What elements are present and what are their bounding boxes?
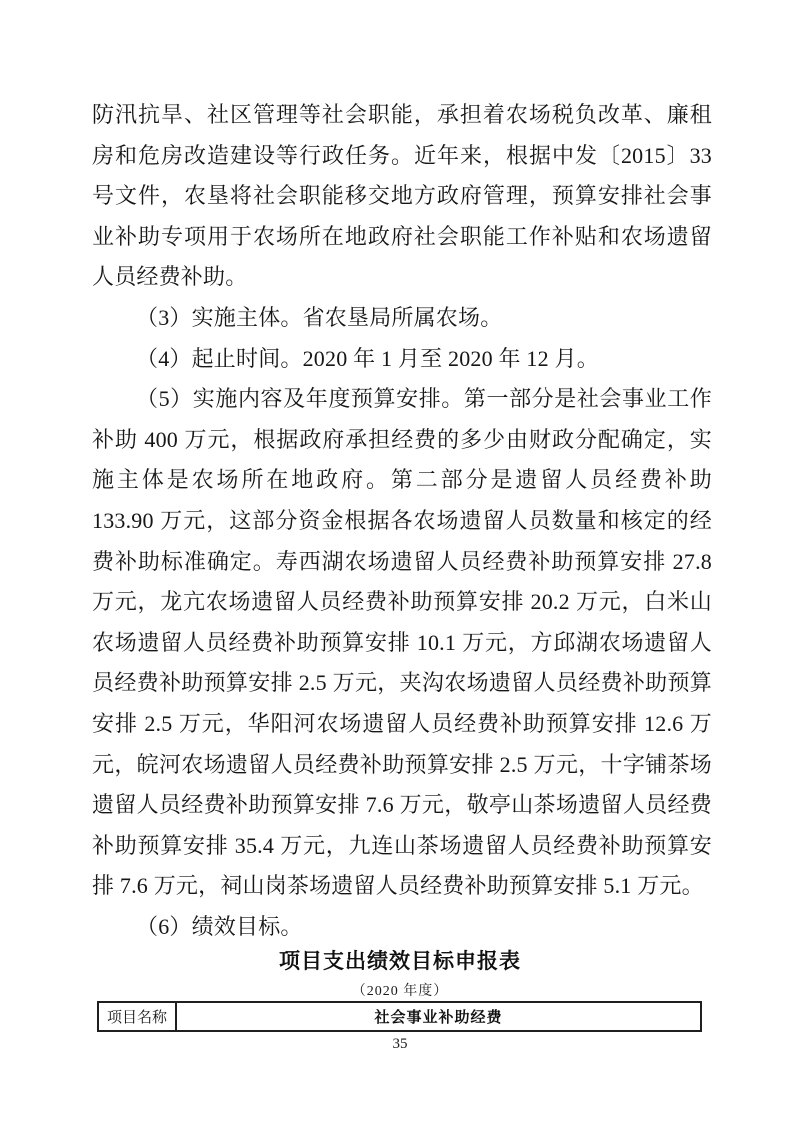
paragraph-item-5: （5）实施内容及年度预算安排。第一部分是社会事业工作补助 400 万元，根据政府承担经费的多少由财政分配确定，实施主体是农场所在地政府。第二部分是遗留人员经费补助 133.90 万元，这部分资金根据各农场遗留人员数量和核定的经费补助标准确定。寿西湖农场遗留人员经费补助预算安排 27.8 万元，龙亢农场遗留人员经费补助预算安排 20.2 万元，白米山农场遗留人员经费补助预算安排 10.1 万元，方邱湖农场遗留人员经费补助预算安排 2.5 万元，夹沟农场遗留人员经费补助预算安排 2.5 万元，华阳河农场遗留人员经费补助预算安排 12.6 万元，皖河农场遗留人员经费补助预算安排 2.5 万元，十字铺茶场遗留人员经费补助预算安排 7.6 万元，敬亭山茶场遗留人员经费补助预算安排 35.4 万元，九连山茶场遗留人员经费补助预算安排 7.6 万元，祠山岗茶场遗留人员经费补助预算安排 5.1 万元。 [92,386,712,899]
table-cell-project-name-value: 社会事业补助经费 [176,1002,701,1031]
report-table-subtitle: （2020 年度） [351,984,449,999]
paragraph-item-3: （3）实施主体。省农垦局所属农场。 [136,304,503,330]
document-body [92,95,712,947]
paragraph-continuation: 防汛抗旱、社区管理等社会职能，承担着农场税负改革、廉租房和危房改造建设等行政任务。近年来，根据中发〔2015〕33 号文件，农垦将社会职能移交地方政府管理，预算安排社会事业补助专项用于农场所在地政府社会职能工作补贴和农场遗留人员经费补助。 [92,102,712,290]
performance-goal-table [97,1001,702,1032]
table-row [98,1002,701,1031]
table-cell-project-name-label: 项目名称 [98,1002,176,1031]
report-table-title: 项目支出绩效目标申报表 [279,950,521,973]
page-number: 35 [392,1036,408,1052]
paragraph-item-6: （6）绩效目标。 [136,913,303,939]
paragraph-item-4: （4）起止时间。2020 年 1 月至 2020 年 12 月。 [136,345,599,371]
